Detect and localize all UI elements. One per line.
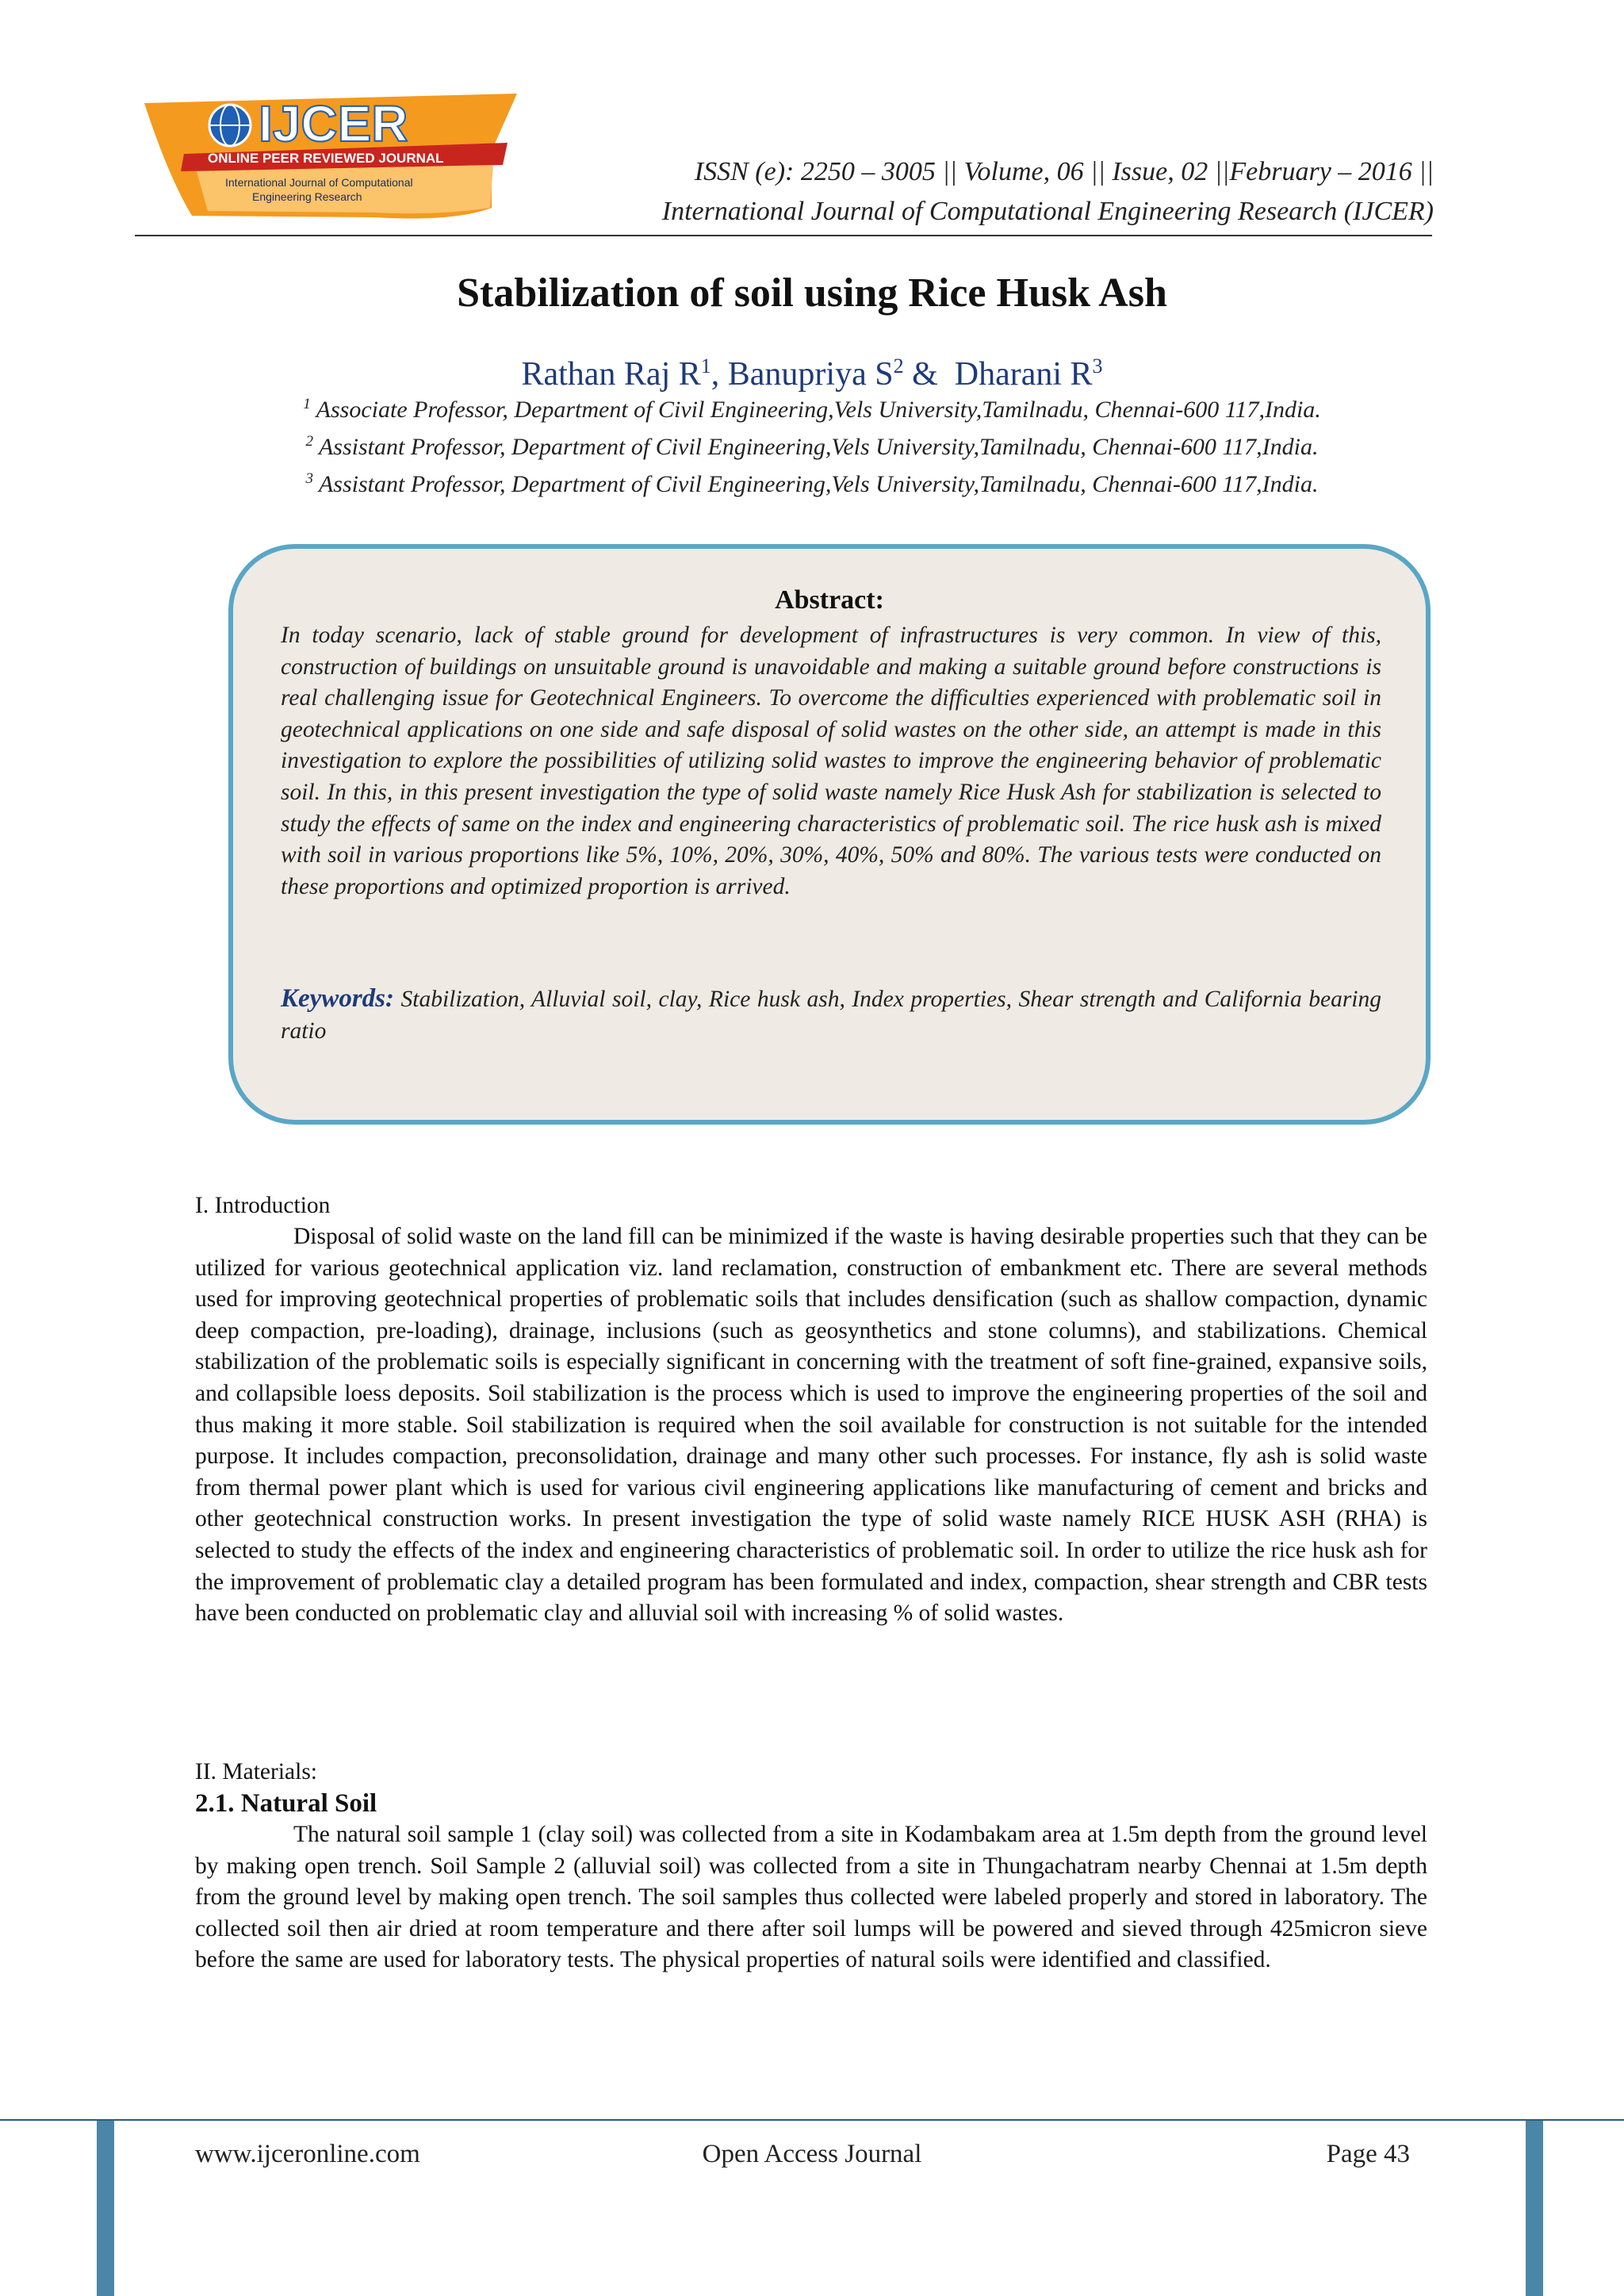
affiliation-text: Assistant Professor, Department of Civil Engineering,Vels University,Tamilnadu, Chennai-600 117,India. <box>313 434 1319 460</box>
abstract-text: In today scenario, lack of stable ground for development of infrastructures is very common. In view of this, construction of buildings on unsuitable ground is unavoidable and making a suitable ground before constructions is real challenging issue for Geotechnical Engineers. To overcome the difficulties experienced with problematic soil in geotechnical applications on one side and safe disposal of solid wastes on the other side, an attempt is made in this investigation to explore the possibilities of utilizing solid wastes to improve the engineering behavior of problematic soil. In this, in this present investigation the type of solid waste namely Rice Husk Ash for stabilization is selected to study the effects of same on the index and engineering characteristics of problematic soil. The rice husk ash is mixed with soil in various proportions like 5%, 10%, 20%, 30%, 40%, 50% and 80%. The various tests were conducted on these proportions and optimized proportion is arrived. <box>281 623 1381 899</box>
keywords-text: Stabilization, Alluvial soil, clay, Rice husk ash, Index properties, Shear strength and California bearing ratio <box>281 987 1381 1044</box>
journal-name: International Journal of Computational Engineering Research (IJCER) <box>661 197 1434 226</box>
affiliation-line <box>0 426 1624 463</box>
section-heading-introduction: I. Introduction <box>195 1193 331 1218</box>
footer-divider <box>0 2119 1624 2121</box>
logo-subtitle-1: International Journal of Computational <box>225 176 413 189</box>
author-sup: 2 <box>893 355 904 378</box>
running-header <box>662 152 1434 232</box>
affiliation-sup: 3 <box>305 470 313 487</box>
header-divider <box>135 235 1432 236</box>
affiliation-line <box>0 463 1624 500</box>
introduction-paragraph: Disposal of solid waste on the land fill can be minimized if the waste is having desirable properties such that they can be utilized for various geotechnical application viz. land reclamation, construction of embankment etc. There are several methods used for improving geotechnical properties of problematic soils that includes densification (such as shallow compaction, dynamic deep compaction, pre-loading), drainage, inclusions (such as geosynthetics and stone columns), and stabilizations. Chemical stabilization of the problematic soils is especially significant in concerning with the treatment of soft fine-grained, expansive soils, and collapsible loess deposits. Soil stabilization is the process which is used to improve the engineering properties of the soil and thus making it more stable. Soil stabilization is required when the soil available for construction is not suitable for the intended purpose. It includes compaction, preconsolidation, drainage and many other such processes. For instance, fly ash is solid waste from thermal power plant which is used for various civil engineering applications like manufacturing of cement and bricks and other geotechnical construction works. In present investigation the type of solid waste namely RICE HUSK ASH (RHA) is selected to study the effects of the index and engineering characteristics of problematic soil. In order to utilize the rice husk ash for the improvement of problematic clay a detailed program has been formulated and index, compaction, shear strength and CBR tests have been conducted on problematic clay and alluvial soil with increasing % of solid wastes. <box>195 1224 1427 1627</box>
subsection-heading-natural-soil: 2.1. Natural Soil <box>195 1789 377 1818</box>
logo-name: IJCER <box>259 95 408 152</box>
affiliation-text: Assistant Professor, Department of Civil Engineering,Vels University,Tamilnadu, Chennai-600 117,India. <box>313 471 1319 497</box>
author-name: Banupriya S <box>727 356 894 393</box>
affiliation-list <box>0 389 1624 500</box>
keywords-paragraph <box>281 983 1381 1047</box>
affiliation-sup: 2 <box>305 433 313 450</box>
author-name: Dharani R <box>954 356 1093 393</box>
affiliation-text: Associate Professor, Department of Civil Engineering,Vels University,Tamilnadu, Chennai-600 117,India. <box>310 397 1321 423</box>
author-separator: & <box>903 356 955 393</box>
author-sup: 3 <box>1092 355 1103 378</box>
journal-logo <box>136 89 541 232</box>
natural-soil-paragraph: The natural soil sample 1 (clay soil) was collected from a site in Kodambakam area at 1.5m depth from the ground level by making open trench. Soil Sample 2 (alluvial soil) was collected from a site in Thungachatram nearby Chennai at 1.5m depth from the ground level by making open trench. The soil samples thus collected were labeled properly and stored in laboratory. The collected soil then air dried at room temperature and there after soil lumps will be powered and sieved through 425micron sieve before the same are used for laboratory tests. The physical properties of natural soils were identified and classified. <box>195 1822 1427 1973</box>
section-heading-materials: II. Materials: <box>195 1759 317 1784</box>
affiliation-sup: 1 <box>303 396 311 412</box>
footer-website-link[interactable]: www.ijceronline.com <box>195 2140 420 2168</box>
affiliation-line <box>0 389 1624 426</box>
keywords-label: Keywords: <box>281 984 394 1013</box>
logo-tagline: ONLINE PEER REVIEWED JOURNAL <box>208 151 444 166</box>
paper-title: Stabilization of soil using Rice Husk Ash <box>457 270 1167 316</box>
abstract-heading: Abstract: <box>775 585 884 615</box>
author-separator: , <box>710 356 728 393</box>
page-number: Page 43 <box>1326 2140 1410 2168</box>
author-sup: 1 <box>700 355 711 378</box>
logo-subtitle-2: Engineering Research <box>252 190 362 203</box>
issn-line: ISSN (e): 2250 – 3005 || Volume, 06 || Issue, 02 ||February – 2016 || <box>694 157 1434 186</box>
author-name: Rathan Raj R <box>521 356 701 393</box>
footer-journal-label: Open Access Journal <box>702 2140 922 2168</box>
